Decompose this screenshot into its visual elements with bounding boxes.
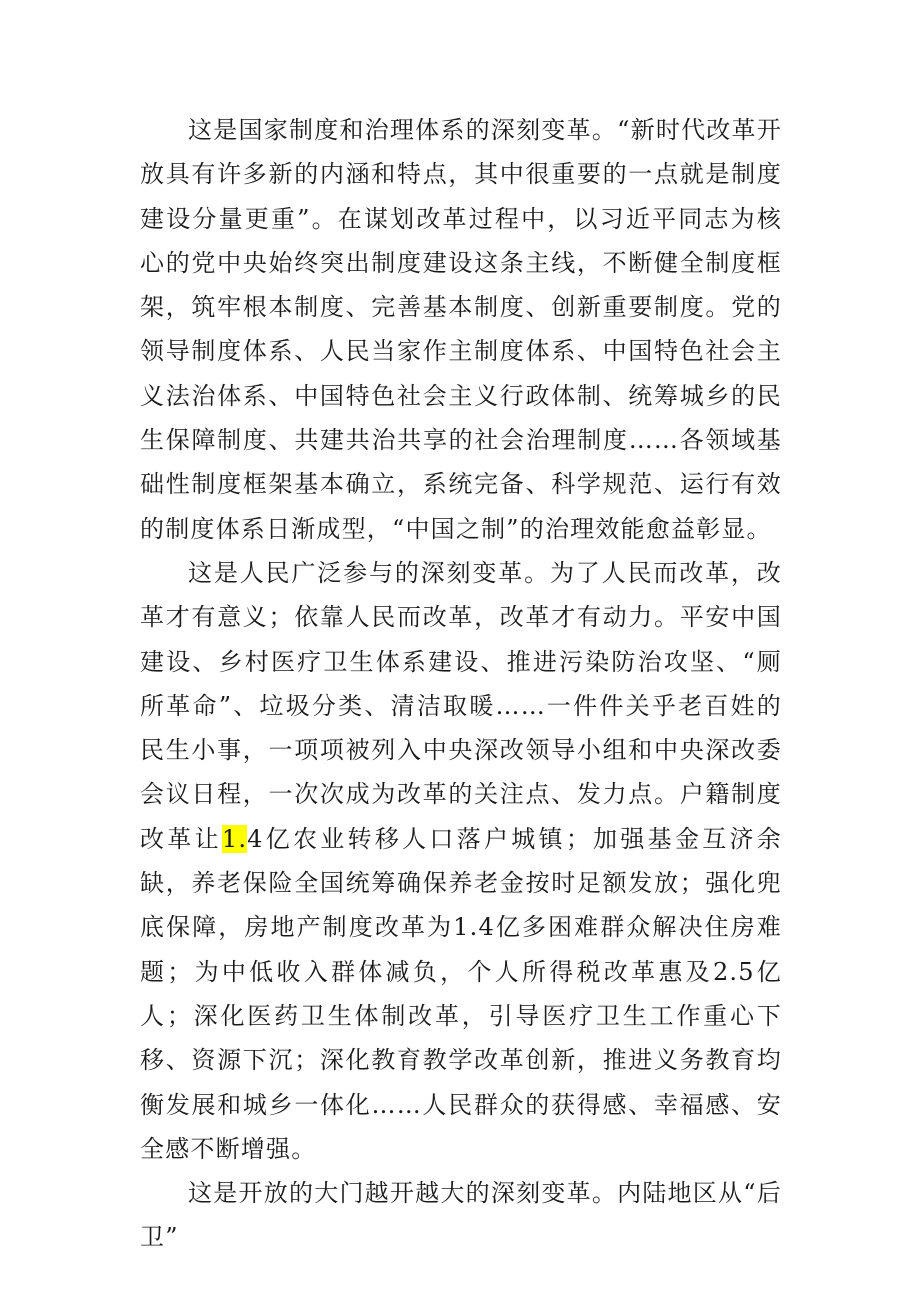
document-body bbox=[140, 108, 782, 1260]
paragraph-people-participation bbox=[140, 551, 782, 1171]
paragraph-institutional-reform: 这是国家制度和治理体系的深刻变革。“新时代改革开放具有许多新的内涵和特点，其中很重要的一点就是制度建设分量更重”。在谋划改革过程中，以习近平同志为核心的党中央始终突出制度建设这条主线，不断健全制度框架，筑牢根本制度、完善基本制度、创新重要制度。党的领导制度体系、人民当家作主制度体系、中国特色社会主义法治体系、中国特色社会主义行政体制、统筹城乡的民生保障制度、共建共治共享的社会治理制度……各领域基础性制度框架基本确立，系统完备、科学规范、运行有效的制度体系日渐成型，“中国之制”的治理效能愈益彰显。 bbox=[140, 116, 782, 543]
paragraph-text-before-highlight: 这是人民广泛参与的深刻变革。为了人民而改革，改革才有意义；依靠人民而改革，改革才有动力。平安中国建设、乡村医疗卫生体系建设、推进污染防治攻坚、“厕所革命”、垃圾分类、清洁取暖……一件件关乎老百姓的民生小事，一项项被列入中央深改领导小组和中央深改委会议日程，一次次成为改革的关注点、发力点。户籍制度改革让 bbox=[140, 558, 782, 853]
highlighted-text: 1. bbox=[221, 824, 248, 853]
paragraph-opening-up: 这是开放的大门越开越大的深刻变革。内陆地区从“后卫” bbox=[140, 1179, 782, 1252]
paragraph-text-after-highlight: 4亿农业转移人口落户城镇；加强基金互济余缺，养老保险全国统筹确保养老金按时足额发放；强化兜底保障，房地产制度改革为1.4亿多困难群众解决住房难题；为中低收入群体减负，个人所得税改革惠及2.5亿人；深化医药卫生体制改革，引导医疗卫生工作重心下移、资源下沉；深化教育教学改革创新，推进义务教育均衡发展和城乡一体化……人民群众的获得感、幸福感、安全感不断增强。 bbox=[140, 824, 782, 1163]
